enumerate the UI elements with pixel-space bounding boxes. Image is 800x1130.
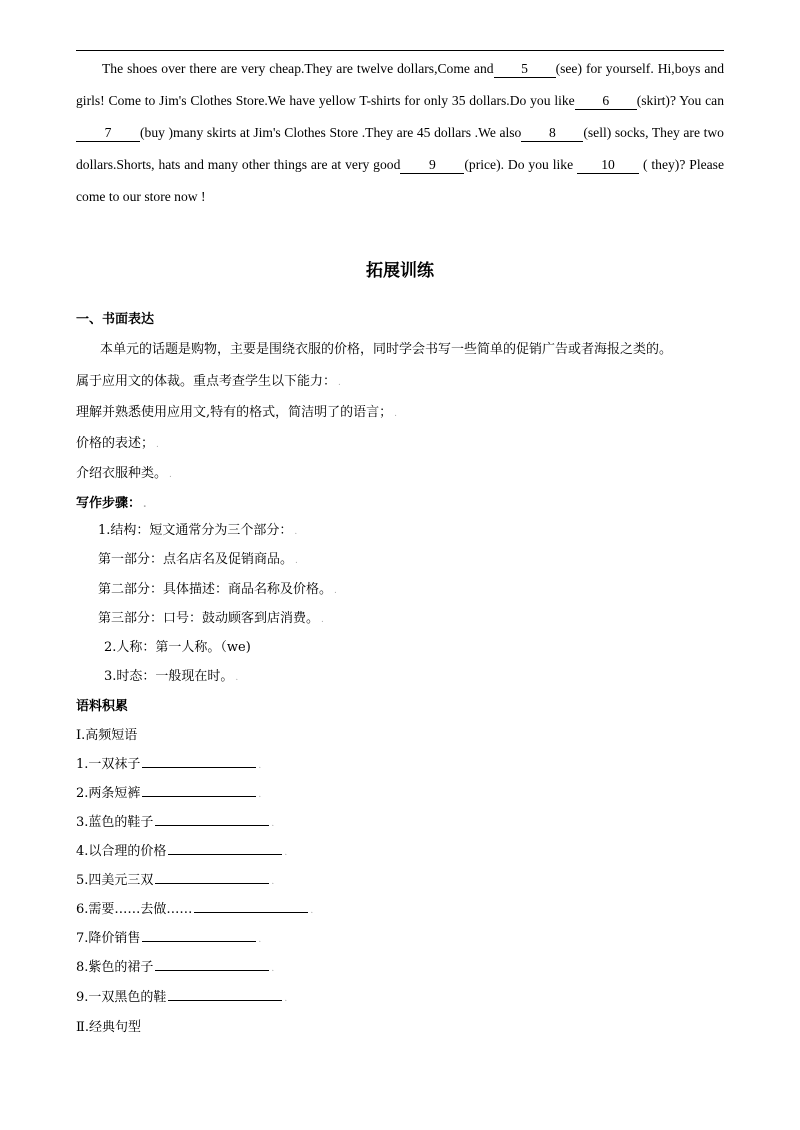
phrase-item-label: 5.四美元三双 [76,873,154,888]
phrase-item-label: 7.降价销售 [76,931,141,946]
phrase-item-label: 8.紫色的裙子 [76,960,154,975]
mark-dot: . [235,673,239,683]
phrase-item-label: 9.一双黑色的鞋 [76,990,167,1005]
ability-text-2: 价格的表述； [76,436,155,451]
answer-line [168,990,282,1001]
step-part-3-text: 第三部分：口号：鼓动顾客到店消费。 [98,611,320,626]
phrases-subheading: Ⅰ.高频短语 [76,728,138,743]
sentences-subheading: Ⅱ.经典句型 [76,1020,141,1035]
steps-heading-text: 写作步骤： [76,496,142,511]
mark-dot: . [143,500,147,510]
phrase-item [76,898,313,917]
answer-line [155,815,269,826]
mark-dot: . [284,994,288,1004]
genre-line [76,370,341,389]
mark-dot: . [258,935,262,945]
step-person: 2.人称：第一人称。（we) [104,640,251,655]
intro-text: 本单元的话题是购物，主要是围绕衣服的价格，同时学会书写一些简单的促销广告或者海报之类的。 [100,342,673,357]
ability-text-3: 介绍衣服种类。 [76,466,168,481]
phrase-item [76,811,274,830]
answer-line [168,844,282,855]
mark-dot: . [394,409,398,419]
answer-line [142,786,256,797]
steps-heading [76,492,146,511]
phrase-item-label: 1.一双袜子 [76,757,141,772]
blank-10: 10 [577,156,639,174]
answer-line [155,873,269,884]
phrase-item-label: 2.两条短裤 [76,786,141,801]
section-heading-writing: 一、书面表达 [76,312,155,327]
answer-line [142,931,256,942]
cloze-text-6: (price). Do you like [464,157,574,172]
cloze-passage [76,53,724,213]
step-structure-text: 1.结构：短文通常分为三个部分： [98,523,293,538]
answer-line [142,757,256,768]
blank-6: 6 [575,92,637,110]
answer-line [155,960,269,971]
mark-dot: . [271,964,275,974]
cloze-text-3: (skirt)? You can [636,93,725,108]
phrase-item [76,986,287,1005]
materials-heading: 语料积累 [76,699,129,714]
mark-dot: . [310,906,314,916]
cloze-text-2: (see) for yourself. Hi,boys and girls! Come to Jim's Clothes Store.We have yellow T-shirts for only 35 dollars.Do you like [76,61,724,108]
mark-dot: . [169,470,172,480]
phrase-item [76,927,261,946]
cloze-text-1: The shoes over there are very cheap.They are twelve dollars,Come and [102,61,494,76]
phrase-item-label: 6.需要……去做…… [76,902,193,917]
step-tense [104,665,238,684]
ability-text-1: 理解并熟悉使用应用文,特有的格式，简洁明了的语言； [76,405,393,420]
answer-line [194,902,308,913]
phrase-item-label: 4.以合理的价格 [76,844,167,859]
mark-dot: . [258,790,262,800]
step-tense-text: 3.时态：一般现在时。 [104,669,234,684]
phrase-item [76,840,287,859]
step-part-1-text: 第一部分：点名店名及促销商品。 [98,552,294,567]
ability-line-1 [76,401,397,420]
cloze-text-4: (buy )many skirts at Jim's Clothes Store .They are 45 dollars .We also [140,125,522,140]
step-part-2 [98,578,337,597]
mark-dot: . [294,527,298,537]
phrase-item [76,869,274,888]
blank-5: 5 [494,60,556,78]
blank-9: 9 [400,156,464,174]
mark-dot: . [334,586,337,596]
mark-dot: . [295,556,298,566]
phrase-item [76,782,261,801]
mark-dot: . [321,615,324,625]
top-rule [76,50,724,51]
cloze-text-7: ( they)? Please come to our store now ! [76,157,725,204]
page-title: 拓展训练 [366,261,434,281]
mark-dot: . [271,819,275,829]
mark-dot: . [284,848,288,858]
step-part-1 [98,548,298,567]
genre-text: 属于应用文的体裁。重点考查学生以下能力： [76,374,337,389]
step-part-3 [98,607,324,626]
phrase-item [76,956,274,975]
blank-8: 8 [521,124,583,142]
blank-7: 7 [76,124,140,142]
mark-dot: . [258,761,262,771]
mark-dot: . [338,378,341,388]
step-structure [98,519,297,538]
mark-dot: . [271,877,275,887]
step-part-2-text: 第二部分：具体描述：商品名称及价格。 [98,582,333,597]
phrase-item-label: 3.蓝色的鞋子 [76,815,154,830]
cloze-text-5: (sell) socks, They are two dollars.Shorts, hats and many other things are at very good [76,125,724,172]
ability-line-2 [76,432,159,451]
phrase-item [76,753,261,772]
ability-line-3 [76,462,172,481]
mark-dot: . [156,440,159,450]
